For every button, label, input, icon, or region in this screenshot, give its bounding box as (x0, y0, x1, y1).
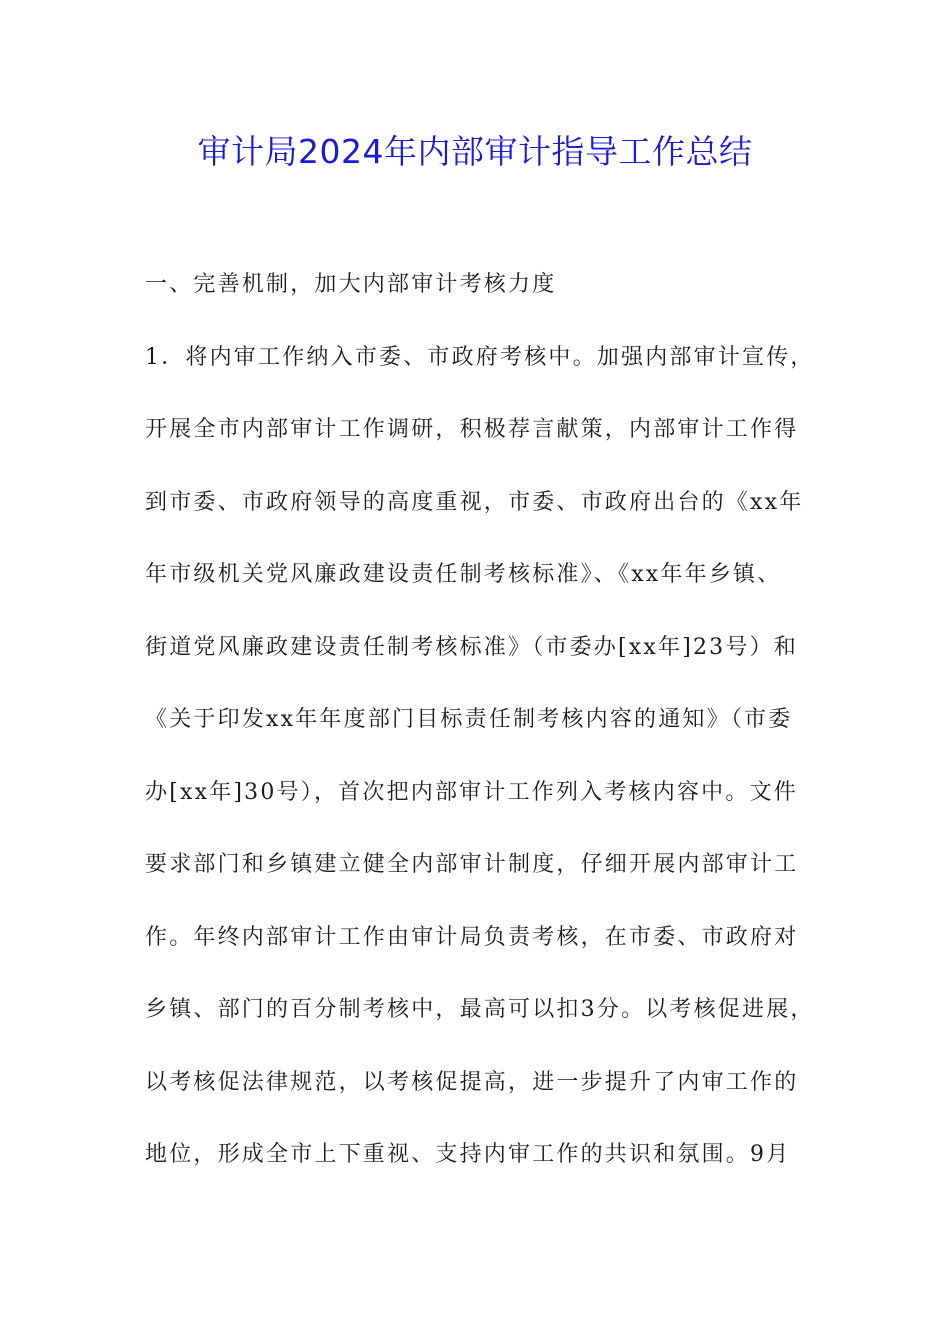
document-title: 审计局2024年内部审计指导工作总结 (197, 132, 753, 171)
body-line: 办[xx年]30号），首次把内部审计工作列入考核内容中。文件 (145, 779, 798, 805)
body-line: 年市级机关党风廉政建设责任制考核标准》、《xx年年乡镇、 (145, 562, 782, 587)
body-line: 到市委、市政府领导的高度重视，市委、市政府出台的《xx年 (145, 489, 804, 515)
body-line: 要求部门和乡镇建立健全内部审计制度，仔细开展内部审计工 (145, 852, 799, 877)
body-line: 《关于印发xx年年度部门目标责任制考核内容的通知》（市委 (145, 707, 793, 732)
document-body (145, 262, 845, 1205)
body-line: 地位，形成全市上下重视、支持内审工作的共识和氛围。9月 (145, 1142, 791, 1167)
body-line: 乡镇、部门的百分制考核中，最高可以扣3分。以考核促进展， (145, 997, 815, 1022)
body-line: 开展全市内部审计工作调研，积极荐言献策，内部审计工作得 (145, 417, 799, 442)
body-line: 1．将内审工作纳入市委、市政府考核中。加强内部审计宣传， (145, 344, 815, 370)
body-line: 以考核促法律规范，以考核促提高，进一步提升了内审工作的 (145, 1069, 799, 1095)
body-line: 街道党风廉政建设责任制考核标准》（市委办[xx年]23号）和 (145, 634, 798, 660)
body-line: 作。年终内部审计工作由审计局负责考核，在市委、市政府对 (145, 924, 799, 950)
body-line-section-heading: 一、完善机制，加大内部审计考核力度 (145, 272, 557, 297)
